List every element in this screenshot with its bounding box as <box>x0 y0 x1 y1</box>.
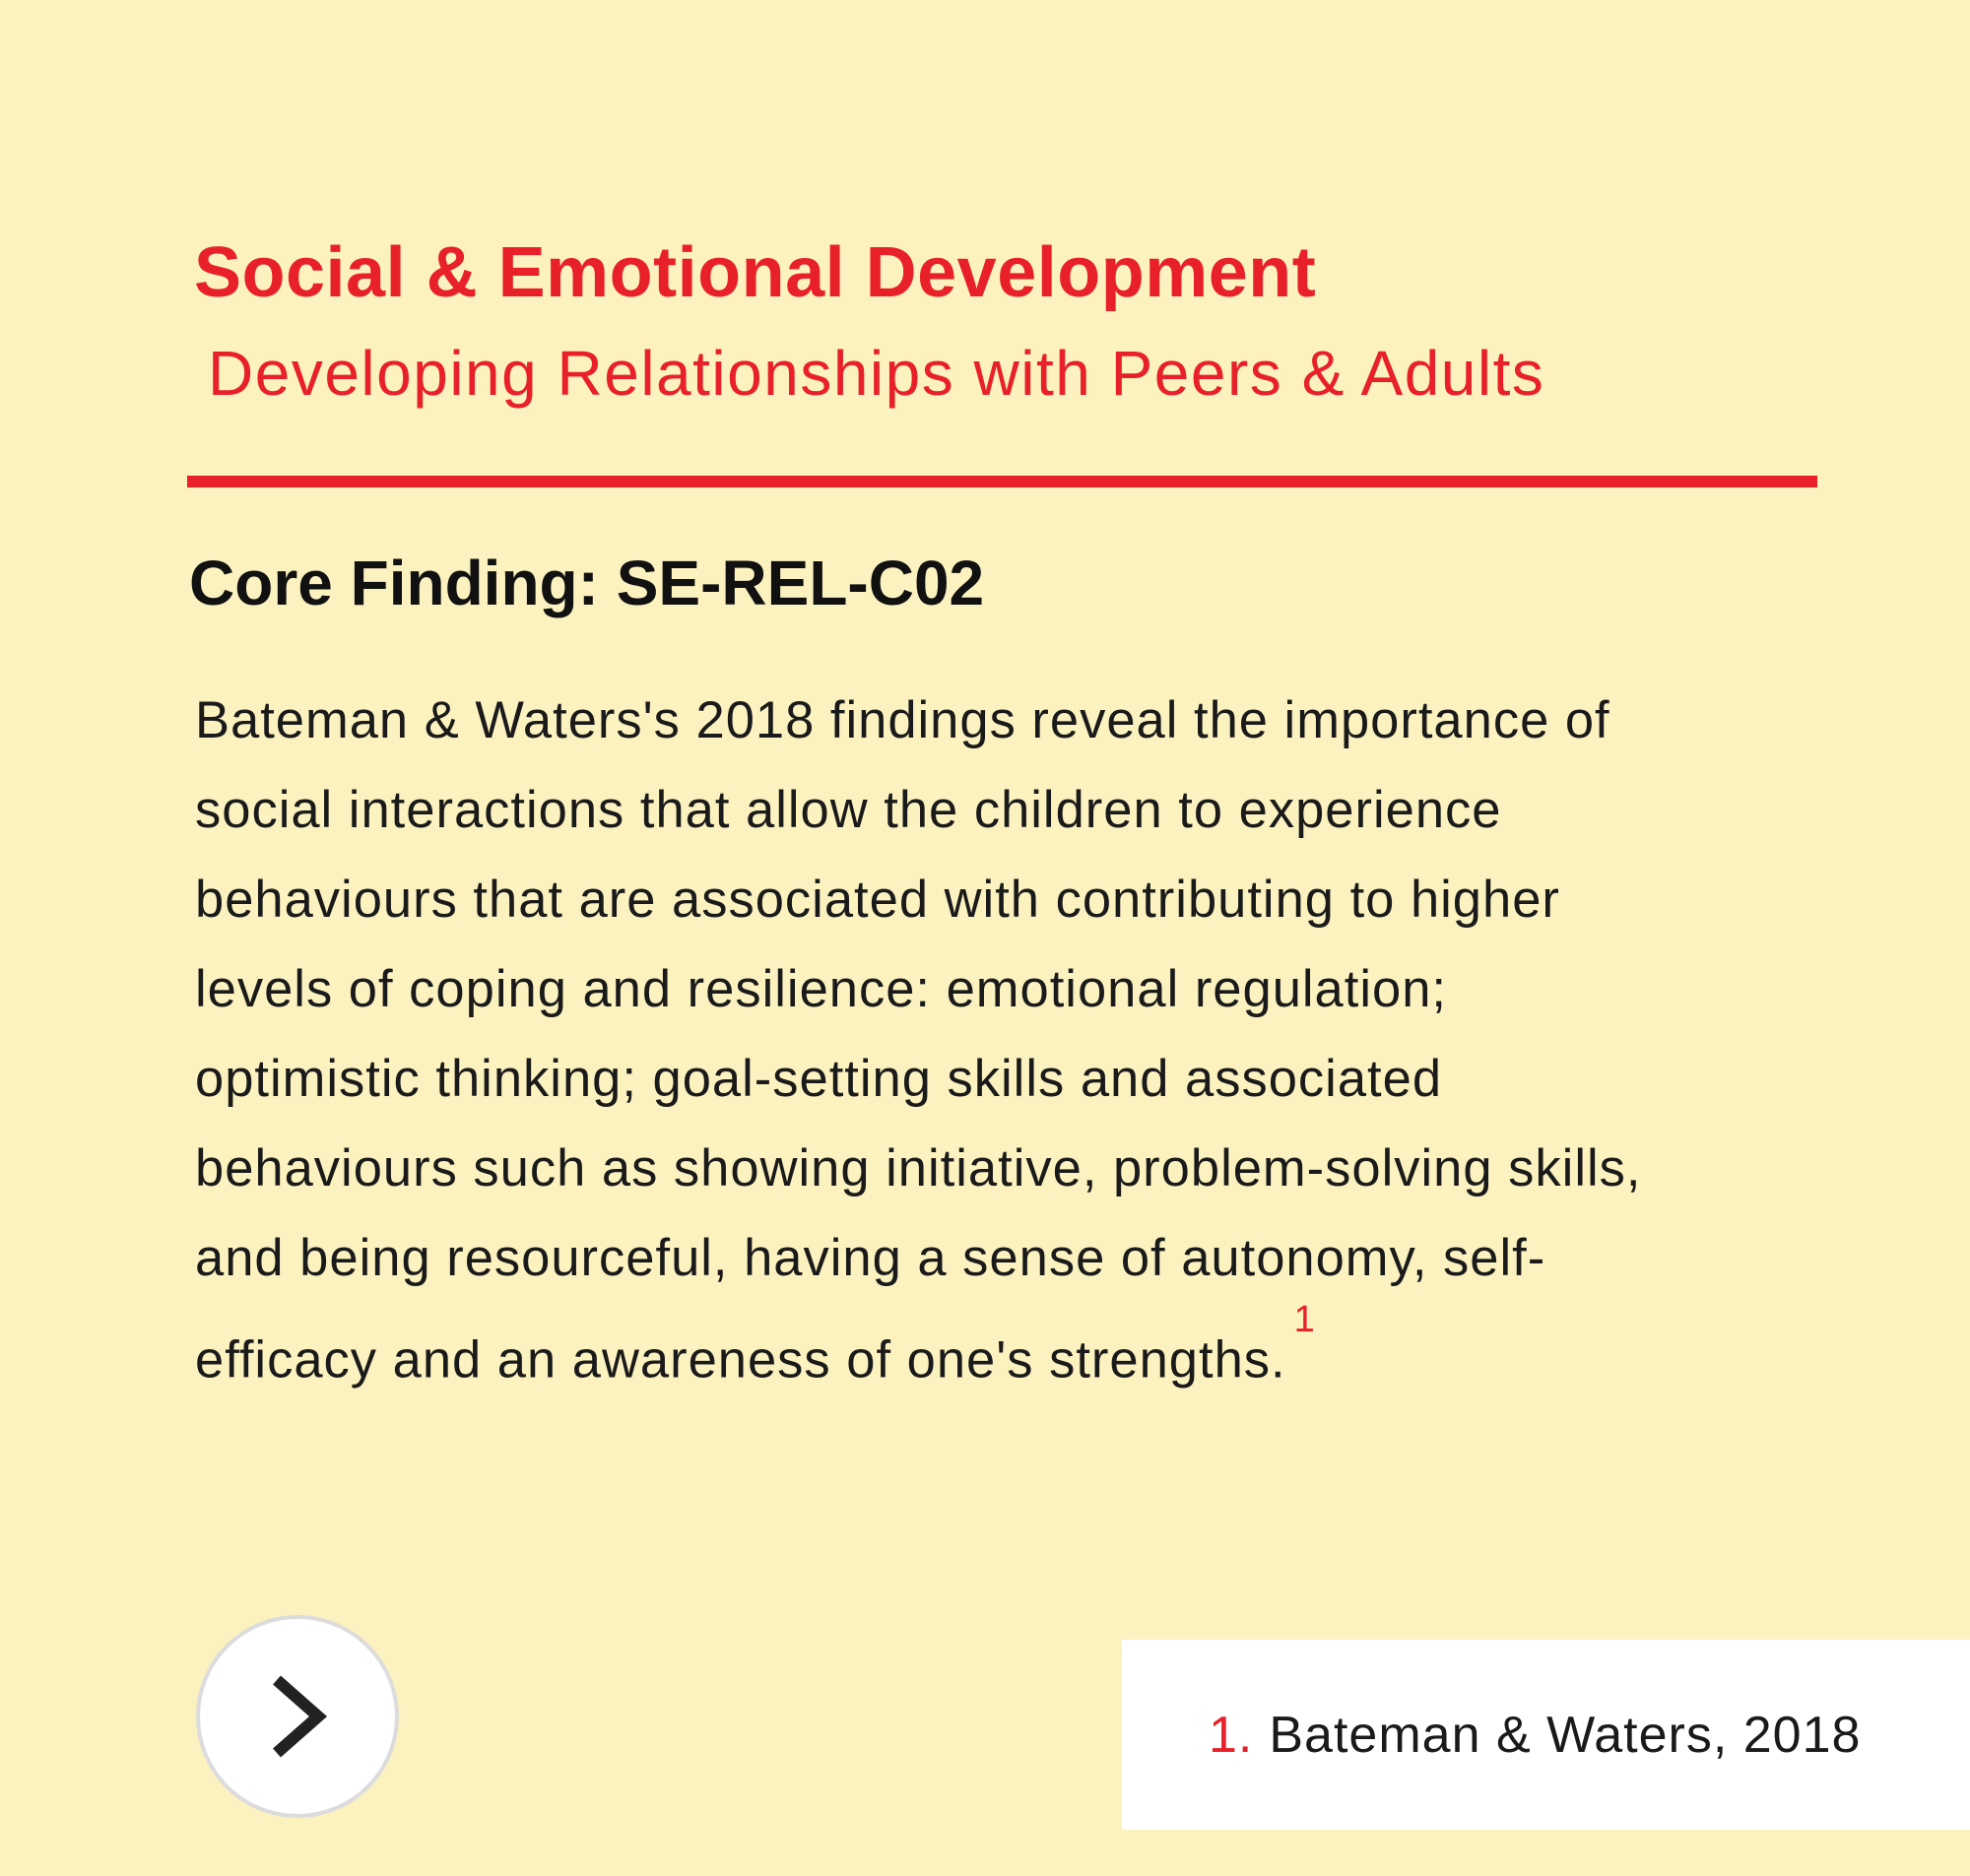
finding-text-line: Bateman & Waters's 2018 findings reveal the importance of <box>195 691 1610 749</box>
next-button[interactable] <box>196 1615 399 1818</box>
finding-text-line: efficacy and an awareness of one's strengths. <box>195 1330 1286 1390</box>
finding-text-line: social interactions that allow the children to experience <box>195 781 1502 839</box>
finding-text-line: behaviours such as showing initiative, problem-solving skills, <box>195 1139 1642 1197</box>
page-title: Social & Emotional Development <box>194 233 1317 312</box>
title-divider <box>187 476 1817 487</box>
finding-text-line: behaviours that are associated with contributing to higher <box>195 871 1560 929</box>
finding-text-line: optimistic thinking; goal-setting skills and associated <box>195 1050 1443 1108</box>
page-subtitle: Developing Relationships with Peers & Adults <box>208 338 1545 409</box>
core-finding-text <box>195 676 1929 1405</box>
chevron-right-icon <box>263 1672 332 1761</box>
finding-text-line: levels of coping and resilience: emotional regulation; <box>195 960 1447 1018</box>
finding-text-line-last <box>195 1299 1929 1405</box>
reference-citation: Bateman & Waters, 2018 <box>1269 1706 1862 1764</box>
footnote-marker[interactable]: 1 <box>1293 1299 1315 1340</box>
references-panel <box>1122 1640 1970 1830</box>
reference-number: 1. <box>1209 1706 1254 1764</box>
core-finding-heading: Core Finding: SE-REL-C02 <box>189 548 985 618</box>
finding-text-line: and being resourceful, having a sense of autonomy, self- <box>195 1229 1546 1287</box>
